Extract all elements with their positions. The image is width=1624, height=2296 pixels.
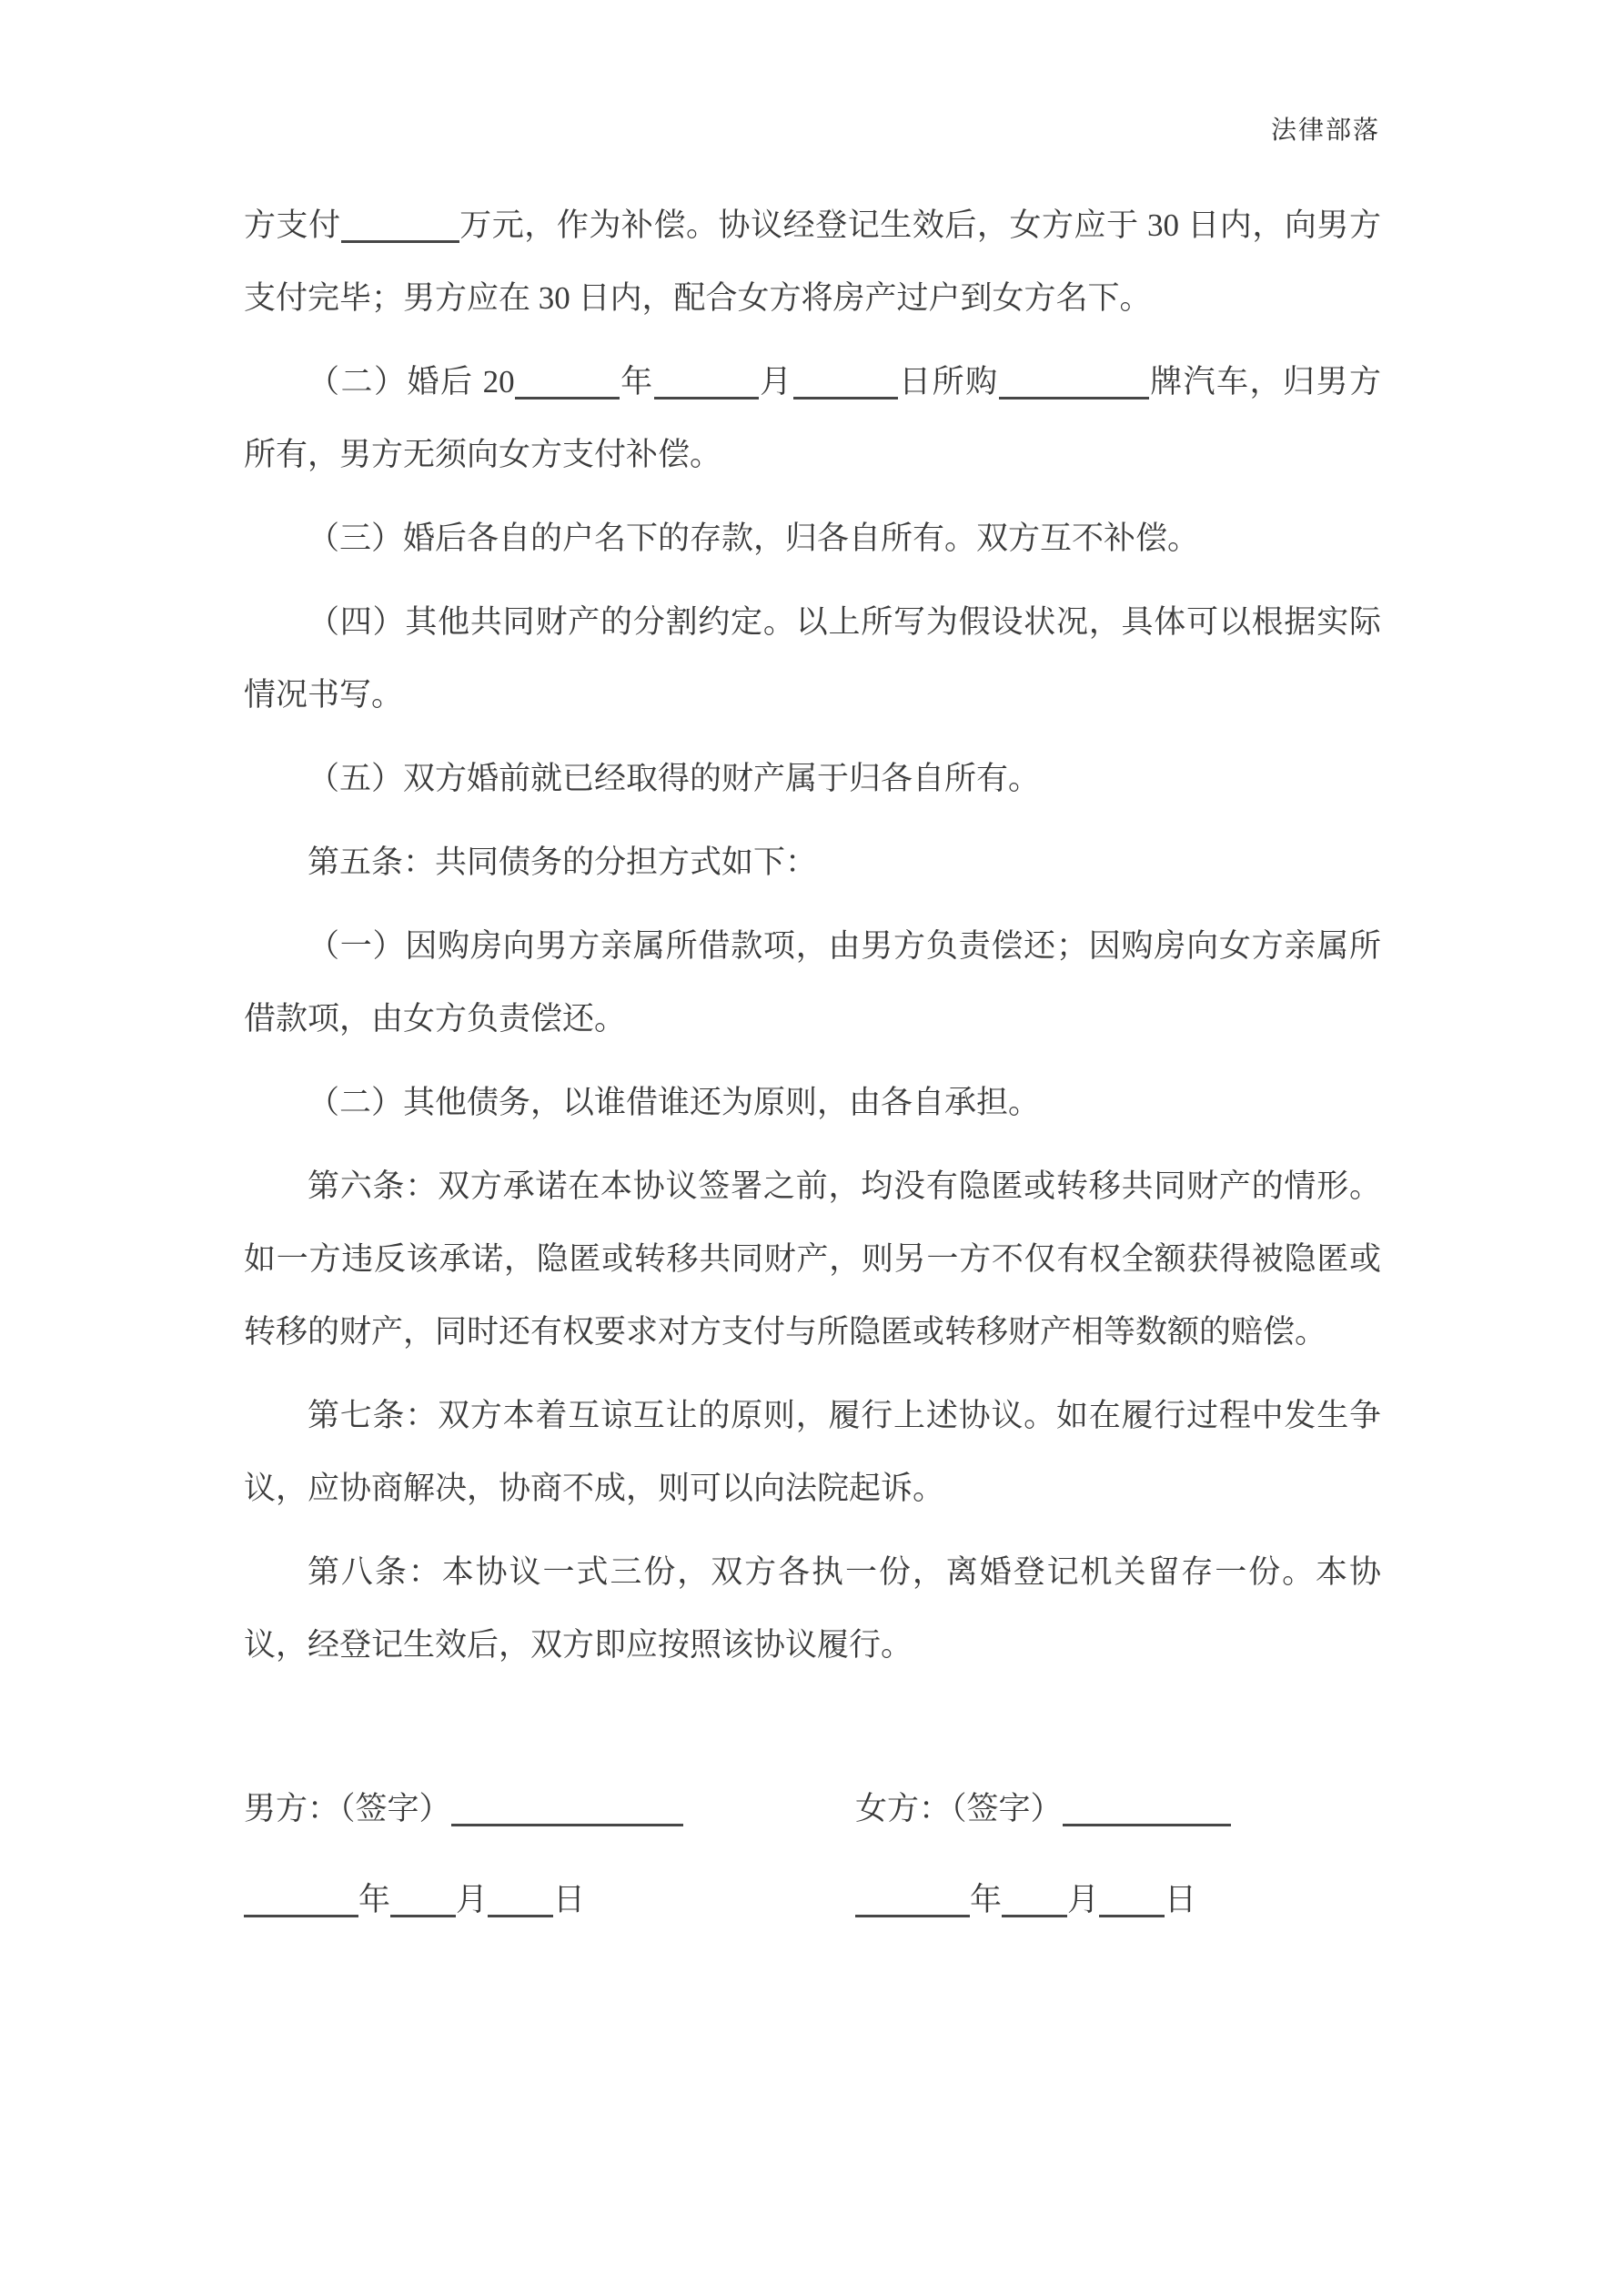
- watermark-label: 法律部落: [1270, 116, 1380, 145]
- fill-in-blank-line: [244, 1884, 358, 1917]
- date-line: 年 月 日: [855, 1864, 1381, 1937]
- paragraph: （四）其他共同财产的分割约定。以上所写为假设状况，具体可以根据实际情况书写。: [244, 604, 1381, 713]
- fill-in-blank-line: [488, 1884, 553, 1917]
- paragraph: 第七条：双方本着互谅互让的原则，履行上述协议。如在履行过程中发生争议，应协商解决，协商不成，则可以向法院起诉。: [244, 1398, 1381, 1506]
- paragraph: 第六条：双方承诺在本协议签署之前，均没有隐匿或转移共同财产的情形。如一方违反该承诺，隐匿或转移共同财产，则另一方不仅有权全额获得被隐匿或转移的财产，同时还有权要求对方支付与所隐匿或转移财产相等数额的赔偿。: [244, 1168, 1381, 1350]
- paragraph: 方支付 万元，作为补偿。协议经登记生效后，女方应于 30 日内，向男方支付完毕；男方应在 30 日内，配合女方将房产过户到女方名下。: [244, 207, 1381, 316]
- fill-in-blank-line: [999, 366, 1149, 400]
- date-line: 年 月 日: [244, 1864, 855, 1937]
- fill-in-blank-line: [1002, 1884, 1067, 1917]
- fill-in-blank-line: [390, 1884, 456, 1917]
- paragraph: （三）婚后各自的户名下的存款，归各自所有。双方互不补偿。: [308, 521, 1200, 556]
- paragraph: （五）双方婚前就已经取得的财产属于归各自所有。: [308, 761, 1041, 796]
- document-body: [244, 189, 1381, 1937]
- signature-line: 男方：（签字）: [244, 1773, 855, 1846]
- paragraph: （二）其他债务，以谁借谁还为原则，由各自承担。: [308, 1085, 1041, 1120]
- fill-in-blank-line: [515, 366, 620, 400]
- fill-in-blank-line: [855, 1884, 970, 1917]
- signature-column-male-party: [244, 1773, 855, 1937]
- fill-in-blank-line: [1063, 1793, 1231, 1826]
- fill-in-blank-line: [793, 366, 898, 400]
- fill-in-blank-line: [1099, 1884, 1165, 1917]
- paragraph: （一）因购房向男方亲属所借款项，由男方负责偿还；因购房向女方亲属所借款项，由女方负责偿还。: [244, 928, 1381, 1037]
- signature-line: 女方：（签字）: [855, 1773, 1381, 1846]
- paragraph: 第八条：本协议一式三份，双方各执一份，离婚登记机关留存一份。本协议，经登记生效后，双方即应按照该协议履行。: [244, 1554, 1381, 1663]
- fill-in-blank-line: [341, 209, 459, 243]
- paragraph: 第五条：共同债务的分担方式如下：: [308, 845, 818, 880]
- fill-in-blank-line: [451, 1793, 683, 1826]
- signature-column-female-party: [855, 1773, 1381, 1937]
- paragraph: （二）婚后 20 年 月 日所购 牌汽车，归男方所有，男方无须向女方支付补偿。: [244, 364, 1381, 472]
- fill-in-blank-line: [654, 366, 759, 400]
- signature-section: [244, 1773, 1381, 1937]
